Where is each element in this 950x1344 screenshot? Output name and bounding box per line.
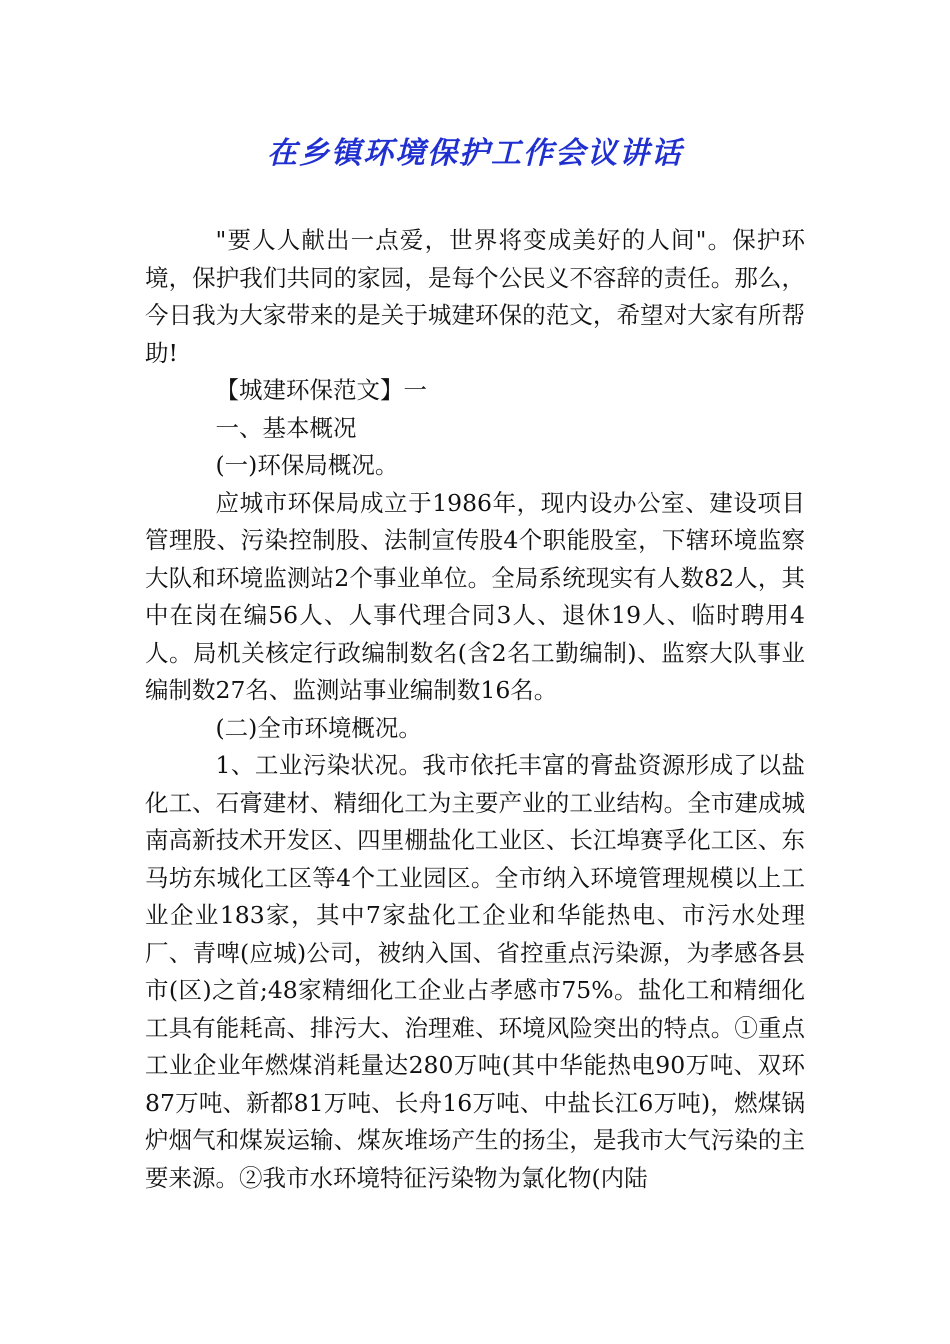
document-body — [145, 222, 805, 1197]
paragraph-bureau-details: 应城市环保局成立于1986年，现内设办公室、建设项目管理股、污染控制股、法制宣传股4个职能股室，下辖环境监察大队和环境监测站2个事业单位。全局系统现实有人数82人，其中在岗在编56人、人事代理合同3人、退休19人、临时聘用4人。局机关核定行政编制数名(含2名工勤编制)、监察大队事业编制数27名、监测站事业编制数16名。 — [145, 488, 805, 704]
paragraph-industrial-pollution: 1、工业污染状况。我市依托丰富的膏盐资源形成了以盐化工、石膏建材、精细化工为主要产业的工业结构。全市建成城南高新技术开发区、四里棚盐化工业区、长江埠赛孚化工区、东马坊东城化工区等4个工业园区。全市纳入环境管理规模以上工业企业183家，其中7家盐化工企业和华能热电、市污水处理厂、青啤(应城)公司，被纳入国、省控重点污染源，为孝感各县市(区)之首;48家精细化工企业占孝感市75%。盐化工和精细化工具有能耗高、排污大、治理难、环境风险突出的特点。①重点工业企业年燃煤消耗量达280万吨(其中华能热电90万吨、双环87万吨、新都81万吨、长舟16万吨、中盐长江6万吨)，燃煤锅炉烟气和煤炭运输、煤灰堆场产生的扬尘，是我市大气污染的主要来源。②我市水环境特征污染物为氯化物(内陆 — [145, 751, 805, 1192]
paragraph-heading-city-environment: (二)全市环境概况。 — [215, 713, 422, 742]
document-title: 在乡镇环境保护工作会议讲话 — [267, 136, 683, 171]
paragraph-heading-bureau-overview: (一)环保局概况。 — [215, 451, 399, 479]
paragraph-heading-basic-overview: 一、基本概况 — [215, 413, 357, 442]
paragraph-section-heading: 【城建环保范文】一 — [215, 376, 427, 404]
paragraph-intro: "要人人献出一点爱，世界将变成美好的人间"。保护环境，保护我们共同的家园，是每个公民义不容辞的责任。那么，今日我为大家带来的是关于城建环保的范文，希望对大家有所帮助! — [145, 226, 805, 367]
